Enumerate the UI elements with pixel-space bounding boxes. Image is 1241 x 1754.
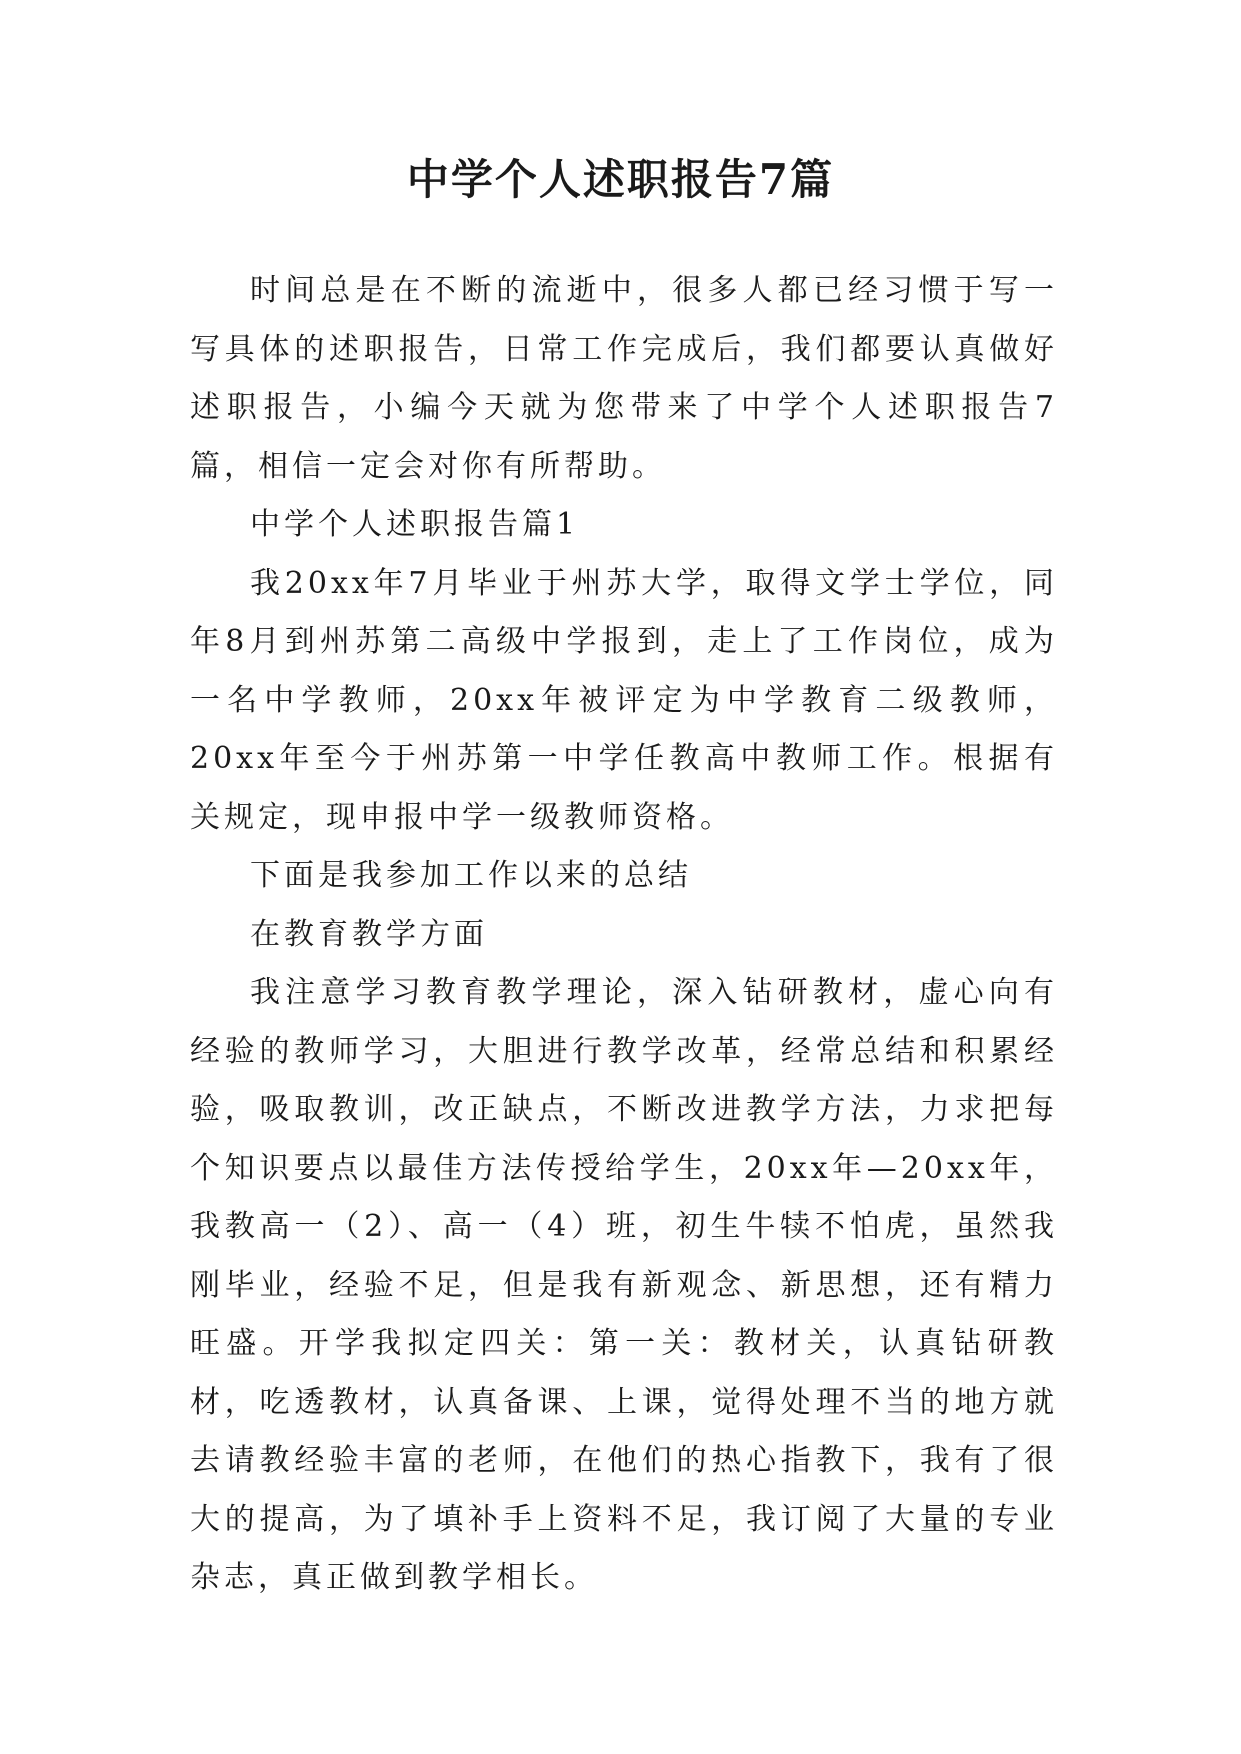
body-paragraph: 我注意学习教育教学理论，深入钻研教材，虚心向有经验的教师学习，大胆进行教学改革，经常总结和积累经验，吸取教训，改正缺点，不断改进教学方法，力求把每个知识要点以最佳方法传授给学生，20xx年—20xx年，我教高一（2）、高一（4）班，初生牛犊不怕虎，虽然我刚毕业，经验不足，但是我有新观念、新思想，还有精力旺盛。开学我拟定四关：第一关：教材关，认真钻研教材，吃透教材，认真备课、上课，觉得处理不当的地方就去请教经验丰富的老师，在他们的热心指教下，我有了很大的提高，为了填补手上资料不足，我订阅了大量的专业杂志，真正做到教学相长。 [190,975,1058,1595]
subsection-heading: 在教育教学方面 [250,916,488,952]
intro-paragraph: 时间总是在不断的流逝中，很多人都已经习惯于写一写具体的述职报告，日常工作完成后，我们都要认真做好述职报告，小编今天就为您带来了中学个人述职报告7篇，相信一定会对你有所帮助。 [190,273,1058,484]
body-paragraph: 下面是我参加工作以来的总结 [250,858,692,893]
document-title: 中学个人述职报告7篇 [406,155,835,204]
section-heading: 中学个人述职报告篇1 [250,507,580,542]
document-body [190,262,1058,1608]
body-paragraph: 我20xx年7月毕业于州苏大学，取得文学士学位，同年8月到州苏第二高级中学报到，走上了工作岗位，成为一名中学教师，20xx年被评定为中学教育二级教师，20xx年至今于州苏第一中学任教高中教师工作。根据有关规定，现申报中学一级教师资格。 [190,565,1058,835]
